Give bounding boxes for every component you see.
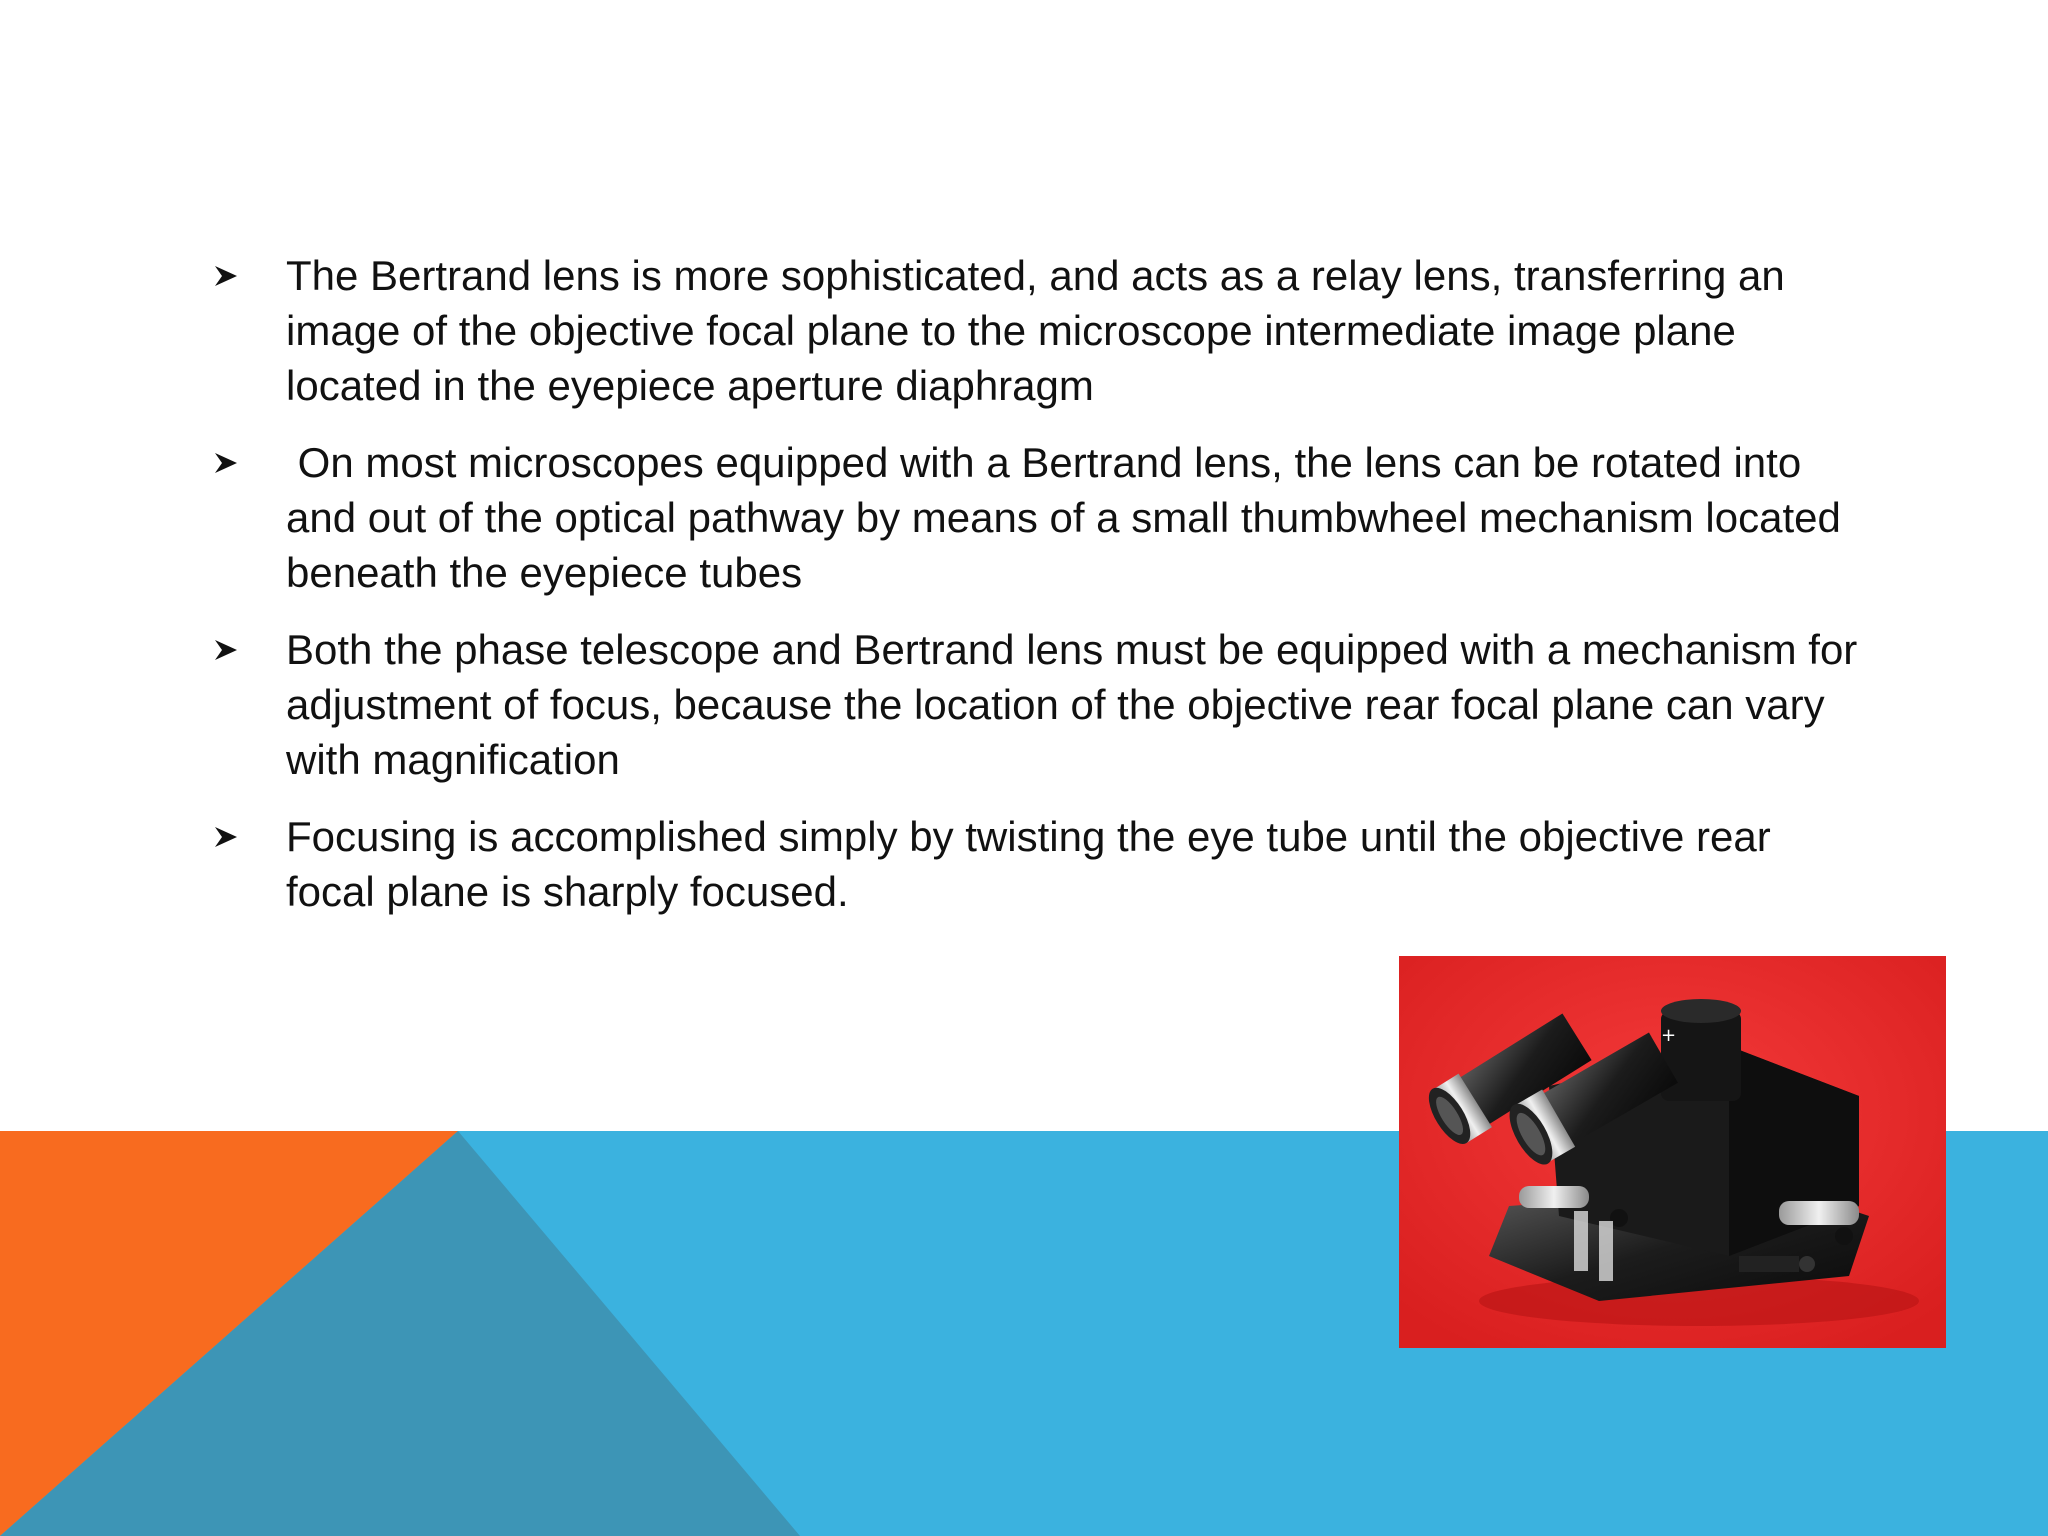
bullet-list <box>205 248 1869 919</box>
arrow-bullet-icon <box>211 809 241 864</box>
bullet-text: On most microscopes equipped with a Bertrand lens, the lens can be rotated into and out of the optical pathway by means of a small thumbwheel mechanism located beneath the eyepiece tubes <box>286 439 1853 596</box>
bullet-item <box>205 809 1865 919</box>
slide-content <box>205 248 1869 941</box>
bullet-item <box>205 435 1865 600</box>
svg-text:+: + <box>1661 1025 1677 1046</box>
bullet-item <box>205 622 1869 787</box>
bullet-text: Focusing is accomplished simply by twisting the eye tube until the objective rear focal plane is sharply focused. <box>286 813 1783 915</box>
arrow-bullet-icon <box>211 248 241 303</box>
bullet-item <box>205 248 1865 413</box>
arrow-bullet-icon <box>211 622 241 677</box>
arrow-bullet-icon <box>211 435 241 490</box>
microscope-photo <box>1399 956 1946 1348</box>
bullet-text: The Bertrand lens is more sophisticated, and acts as a relay lens, transferring an image of the objective focal plane to the microscope intermediate image plane located in the eyepiece aperture diaphragm <box>286 252 1797 409</box>
bullet-text: Both the phase telescope and Bertrand lens must be equipped with a mechanism for adjustment of focus, because the location of the objective rear focal plane can vary with magnification <box>286 626 1869 783</box>
